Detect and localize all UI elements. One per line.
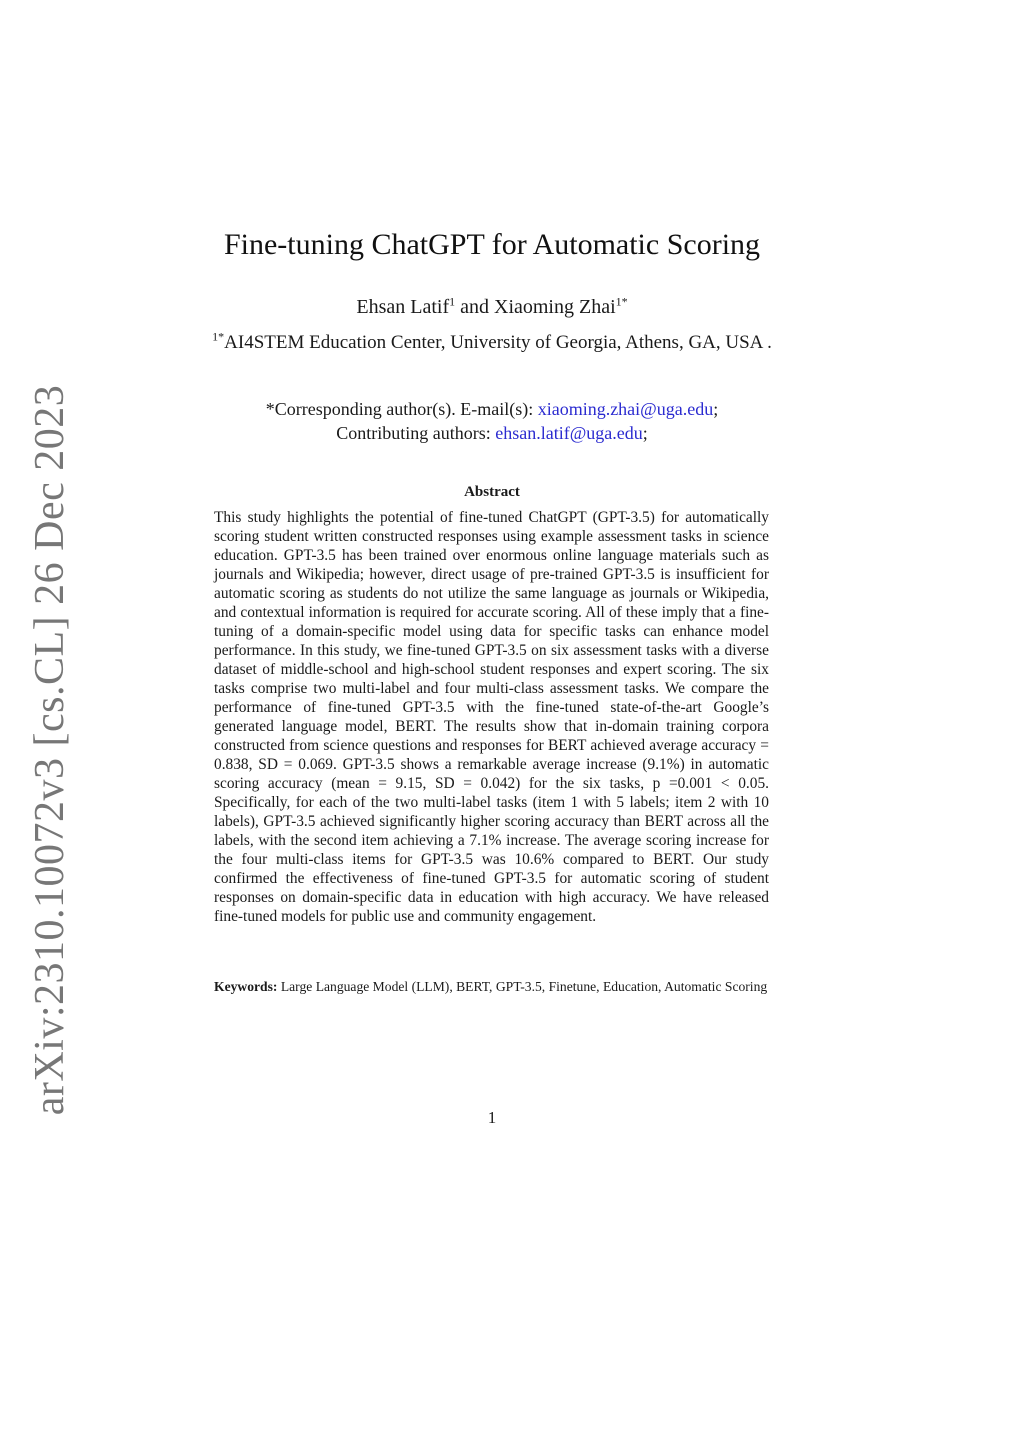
author-affiliation-mark: 1* [615, 294, 628, 309]
arxiv-identifier: arXiv:2310.10072v3 [cs.CL] 26 Dec 2023 [27, 384, 73, 1116]
corresponding-label: *Corresponding author(s). E-mail(s): [265, 399, 538, 419]
contributing-label: Contributing authors: [336, 423, 496, 443]
author-line [0, 296, 984, 319]
contributing-email-link[interactable]: ehsan.latif@uga.edu [495, 423, 643, 443]
corresponding-suffix: ; [713, 399, 719, 419]
author-affiliation-mark: 1 [449, 294, 456, 309]
paper-title: Fine-tuning ChatGPT for Automatic Scoring [223, 228, 761, 261]
author-name: Ehsan Latif [356, 296, 450, 318]
corresponding-email-link[interactable]: xiaoming.zhai@uga.edu [537, 399, 714, 419]
contributing-authors-line [0, 421, 984, 445]
affiliation [0, 329, 984, 354]
author-joiner: and [455, 296, 494, 318]
keywords [214, 978, 769, 995]
abstract-body: This study highlights the potential of fine-tuned ChatGPT (GPT-3.5) for automatically scoring student written constructed responses using example assessment tasks in science education. GPT-3.5 has been trained over enormous online language materials such as journals and Wikipedia; however, direct usage of pre-trained GPT-3.5 is insufficient for automatic scoring as students do not utilize the same language as journals or Wikipedia, and contextual information is required for accurate scoring. All of these imply that a fine-tuning of a domain-specific model using data for specific tasks can enhance model performance. In this study, we fine-tuned GPT-3.5 on six assessment tasks with a diverse dataset of middle-school and high-school student responses and expert scoring. The six tasks comprise two multi-label and four multi-class assessment tasks. We compare the performance of fine-tuned GPT-3.5 with the fine-tuned state-of-the-art Google’s generated language model, BERT. The results show that in-domain training corpora constructed from science questions and responses for BERT achieved average accuracy = 0.838, SD = 0.069. GPT-3.5 shows a remarkable average increase (9.1%) in automatic scoring accuracy (mean = 9.15, SD = 0.042) for the six tasks, p =0.001 < 0.05. Specifically, for each of the two multi-label tasks (item 1 with 5 labels; item 2 with 10 labels), GPT-3.5 achieved significantly higher scoring accuracy than BERT across all the labels, with the second item achieving a 7.1% increase. The average scoring increase for the four multi-class items for GPT-3.5 was 10.6% compared to BERT. Our study confirmed the effectiveness of fine-tuned GPT-3.5 for automatic scoring of student responses on domain-specific data in education with high accuracy. We have released fine-tuned models for public use and community engagement. [214, 509, 769, 925]
keywords-label: Keywords: [214, 979, 278, 994]
abstract-heading: Abstract [464, 484, 520, 500]
affiliation-mark: 1* [212, 329, 225, 344]
contact-block [0, 397, 984, 445]
affiliation-text: AI4STEM Education Center, University of Georgia, Athens, GA, USA . [224, 332, 772, 353]
keywords-text: Large Language Model (LLM), BERT, GPT-3.5, Finetune, Education, Automatic Scoring [280, 979, 768, 994]
contributing-suffix: ; [642, 423, 648, 443]
page-number: 1 [487, 1108, 497, 1127]
author-name: Xiaoming Zhai [494, 296, 616, 318]
corresponding-author-line [0, 397, 984, 421]
